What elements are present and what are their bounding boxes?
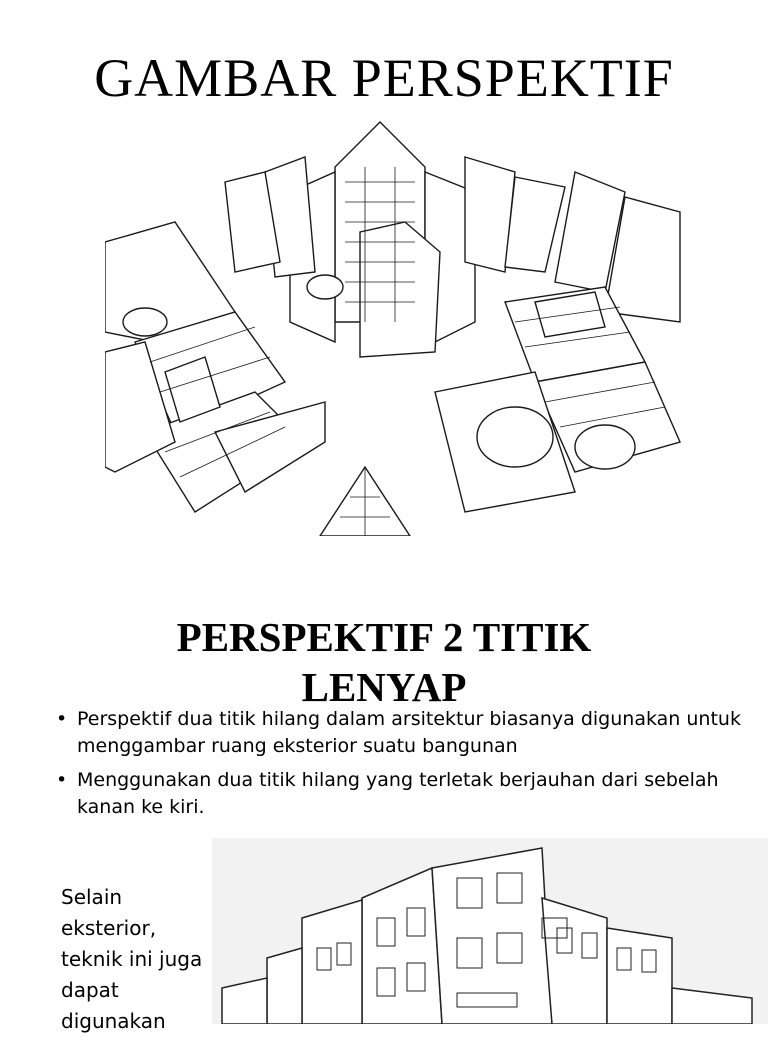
street-buildings-sketch-icon — [212, 838, 768, 1024]
bullet-list — [56, 706, 746, 828]
side-caption-line: Selain — [61, 885, 123, 909]
city-perspective-sketch-icon — [105, 112, 685, 536]
side-caption-line: teknik ini juga — [61, 947, 203, 971]
side-caption-line: dapat — [61, 978, 119, 1002]
list-item — [56, 767, 746, 821]
page-title: GAMBAR PERSPEKTIF — [94, 48, 674, 108]
section-title-line-2: LENYAP — [301, 664, 467, 710]
section-title — [0, 612, 768, 712]
bullet-text: Perspektif dua titik hilang dalam arsitektur biasanya digunakan untuk menggambar ruang eksterior suatu bangunan — [77, 708, 741, 757]
side-caption-line: eksterior, — [61, 916, 157, 940]
bullet-marker: • — [56, 769, 68, 791]
side-caption-line: digunakan — [61, 1009, 166, 1033]
list-item — [56, 706, 746, 760]
bullet-text: Menggunakan dua titik hilang yang terletak berjauhan dari sebelah kanan ke kiri. — [77, 769, 719, 818]
section-title-line-1: PERSPEKTIF 2 TITIK — [176, 614, 592, 660]
side-caption — [61, 882, 211, 1037]
bullet-marker: • — [56, 708, 68, 730]
